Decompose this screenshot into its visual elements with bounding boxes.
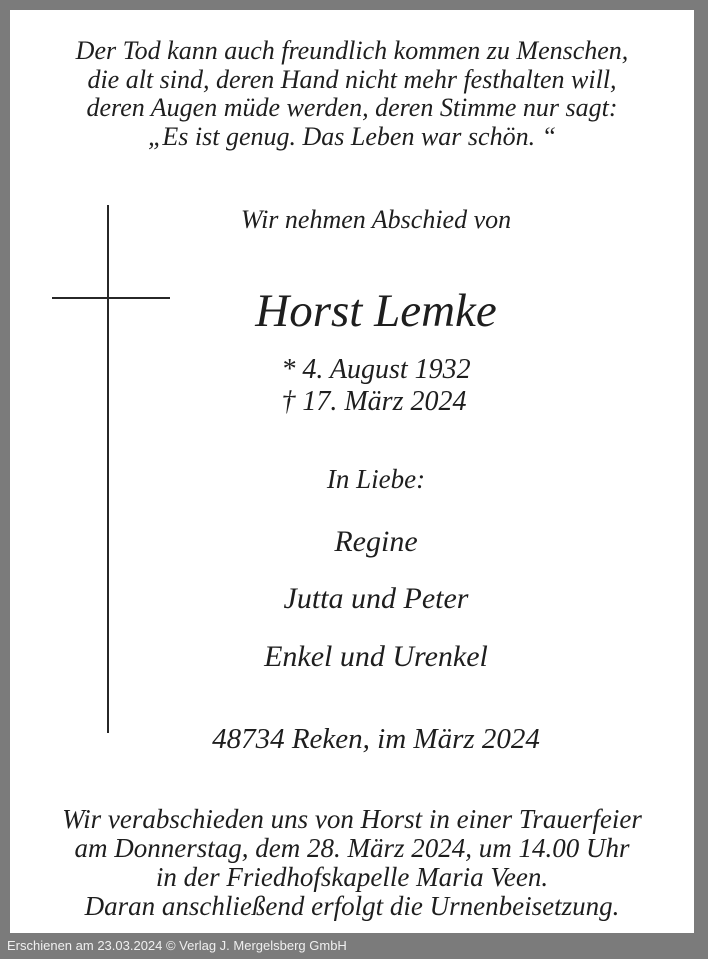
epigraph-line: „Es ist genug. Das Leben war schön. “ [147, 121, 557, 151]
mourner-name: Enkel und Urenkel [264, 640, 488, 673]
epigraph-line: die alt sind, deren Hand nicht mehr festhalten will, [87, 64, 617, 94]
life-dates [58, 354, 694, 417]
death-date: † 17. März 2024 [281, 385, 467, 417]
publisher-credit: Erschienen am 23.03.2024 © Verlag J. Mergelsberg GmbH [7, 938, 347, 953]
funeral-line: Daran anschließend erfolgt die Urnenbeisetzung. [84, 891, 620, 921]
funeral-line: Wir verabschieden uns von Horst in einer Trauerfeier [62, 804, 642, 834]
epigraph-line: Der Tod kann auch freundlich kommen zu Menschen, [75, 36, 629, 65]
funeral-line: in der Friedhofskapelle Maria Veen. [155, 862, 549, 892]
farewell-intro: Wir nehmen Abschied von [240, 205, 512, 234]
funeral-line: am Donnerstag, dem 28. März 2024, um 14.00 Uhr [74, 833, 630, 863]
place-date-line: 48734 Reken, im März 2024 [212, 723, 540, 755]
obituary-card [10, 10, 694, 933]
mourner-name: Jutta und Peter [283, 582, 469, 615]
deceased-name: Horst Lemke [255, 285, 497, 337]
life-dates-block [281, 354, 470, 417]
mourner-name: Regine [334, 525, 418, 558]
epigraph [10, 37, 694, 151]
funeral-announcement [10, 805, 694, 921]
epigraph-line: deren Augen müde werden, deren Stimme nur sagt: [86, 93, 618, 122]
birth-date: * 4. August 1932 [281, 354, 471, 385]
mourners-heading: In Liebe: [326, 464, 426, 494]
